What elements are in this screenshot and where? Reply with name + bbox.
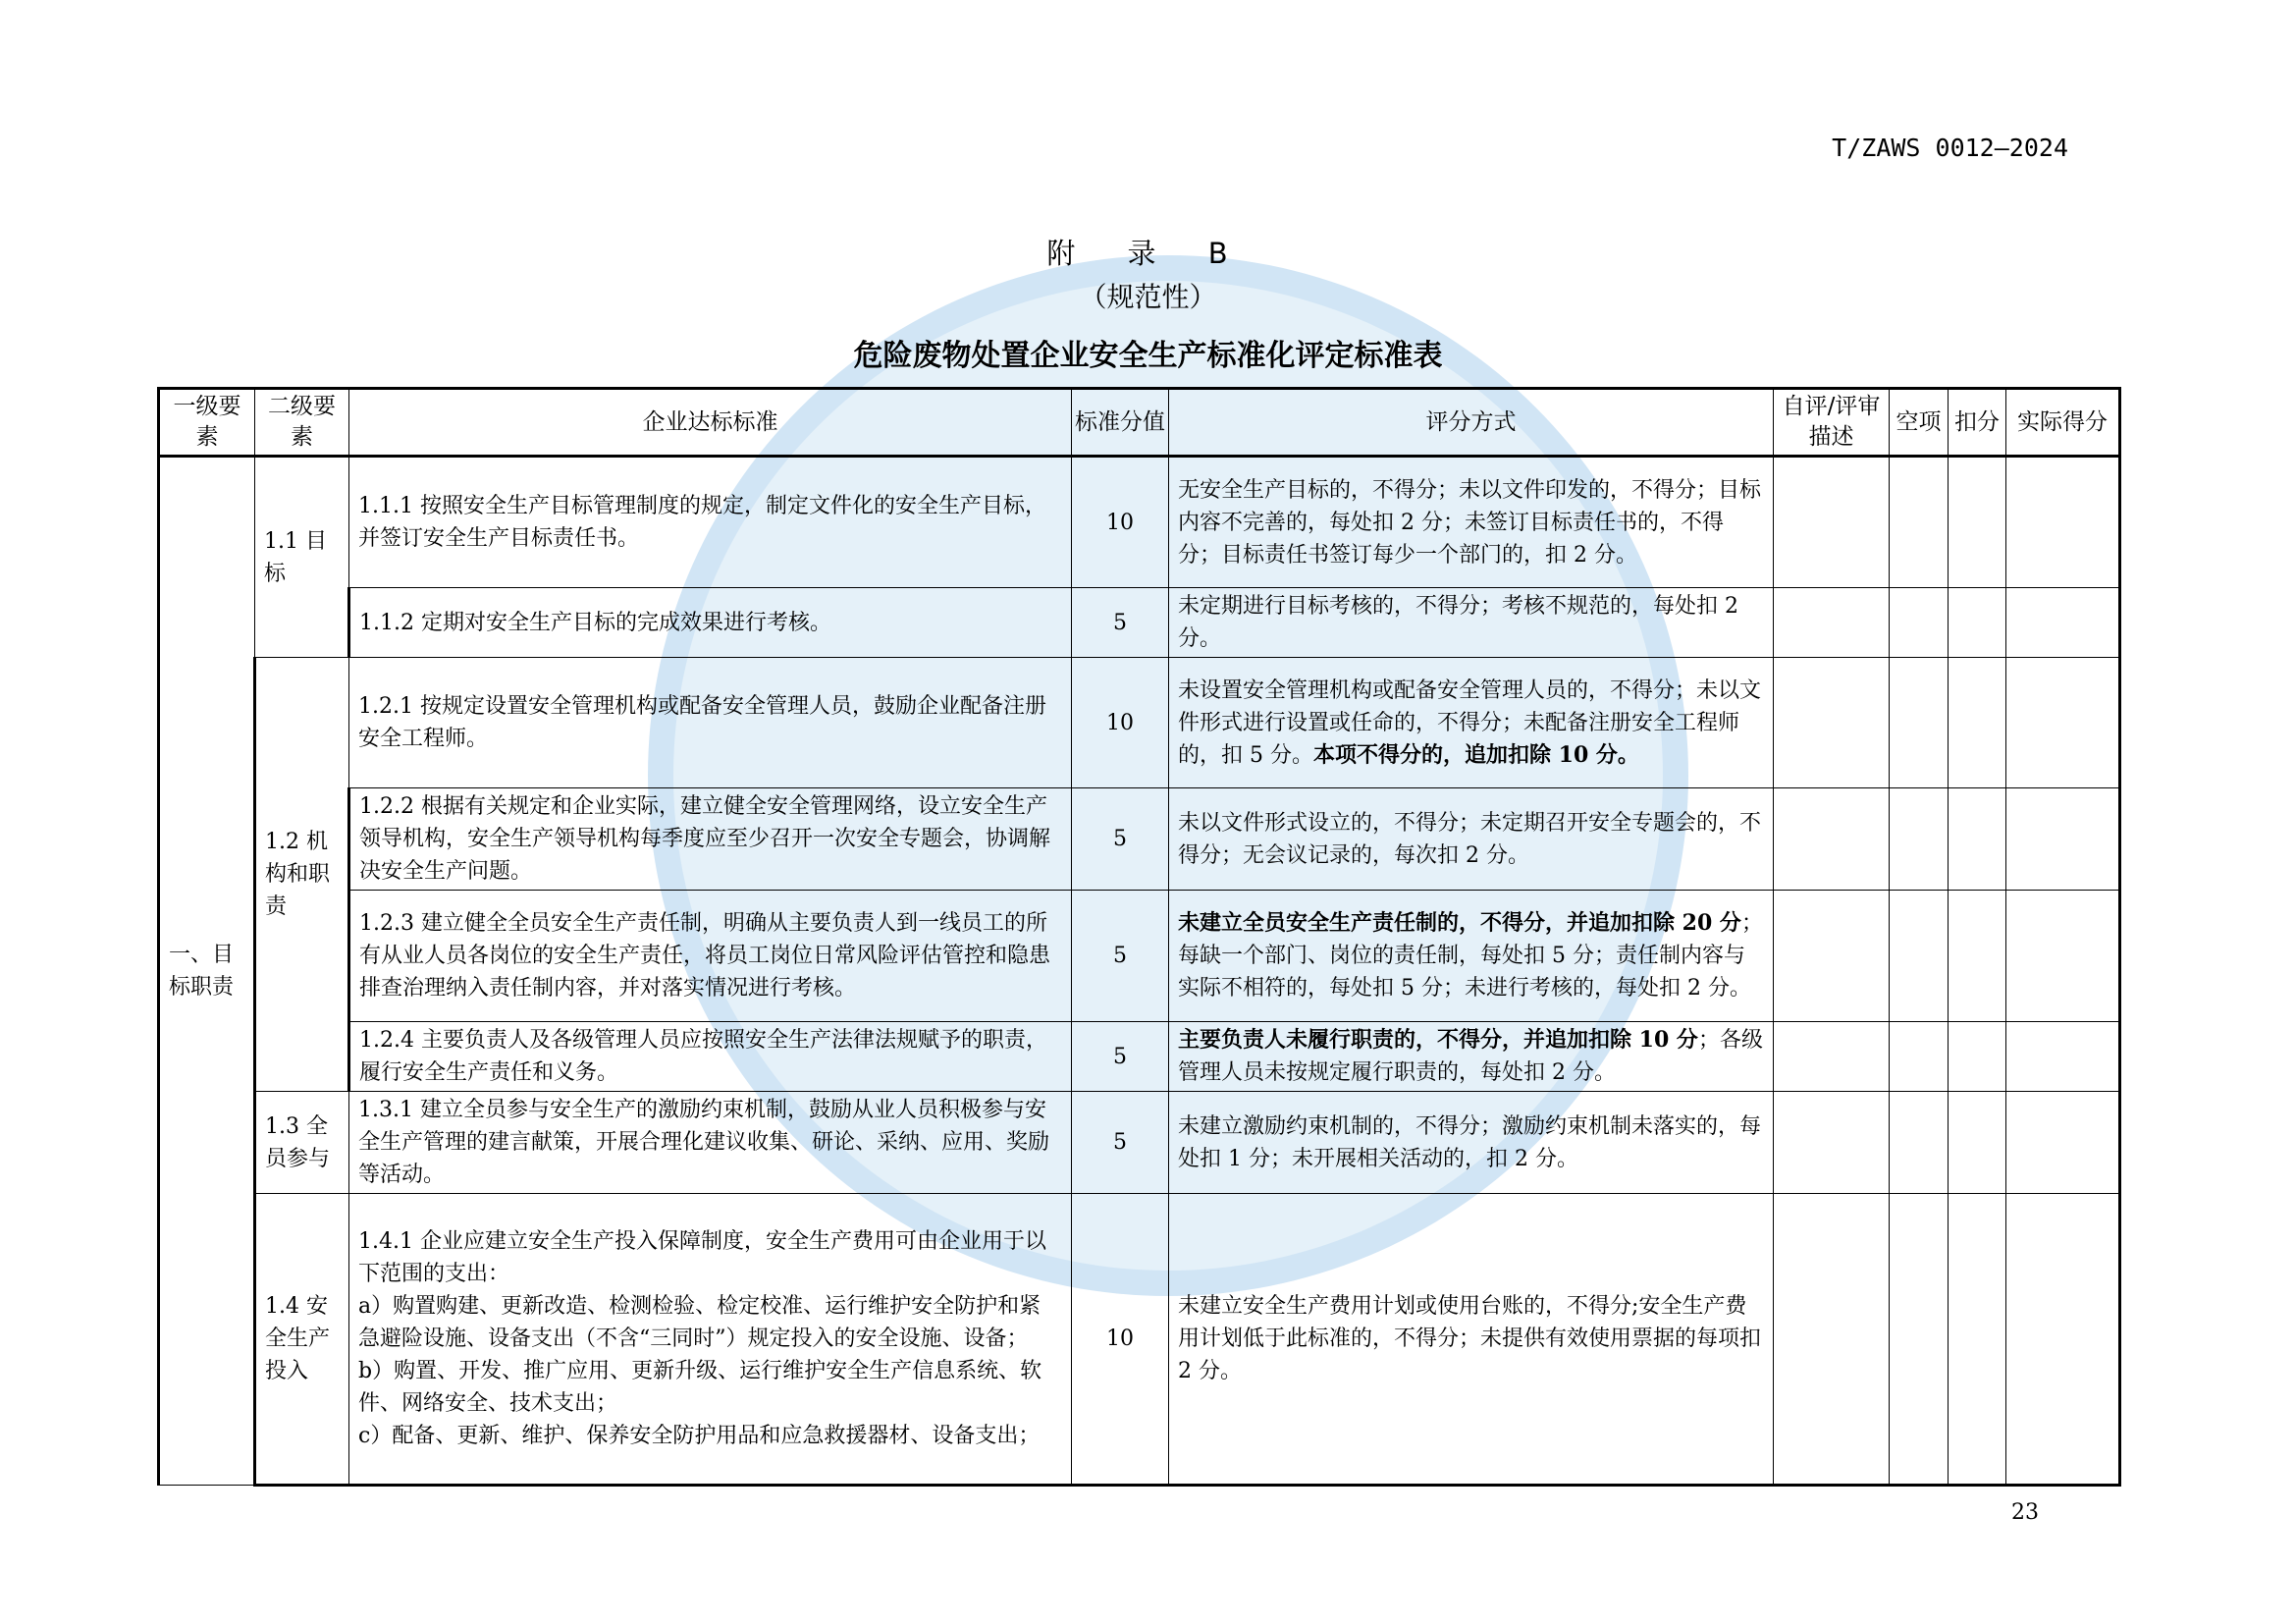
selfeval-cell[interactable] xyxy=(1774,588,1890,658)
table-title: 危险废物处置企业安全生产标准化评定标准表 xyxy=(853,339,1443,373)
deduct-cell[interactable] xyxy=(1949,788,2006,891)
method-cell: 未定期进行目标考核的，不得分；考核不规范的，每处扣 2 分。 xyxy=(1169,588,1774,658)
standard-cell: 1.1.1 按照安全生产目标管理制度的规定，制定文件化的安全生产目标，并签订安全生产目标责任书。 xyxy=(349,457,1072,588)
annex-title: 附 录 B xyxy=(1046,237,1250,270)
method-text: ；各级管理人员未按规定履行职责的，每处扣 2 分。 xyxy=(1178,1028,1763,1085)
table-row xyxy=(159,1022,2120,1092)
table-row xyxy=(159,457,2120,588)
standard-cell: 1.2.4 主要负责人及各级管理人员应按照安全生产法律法规赋予的职责，履行安全生产责任和义务。 xyxy=(349,1022,1072,1092)
table-row xyxy=(159,788,2120,891)
score-cell: 10 xyxy=(1072,1194,1169,1486)
standard-cell xyxy=(349,1194,1072,1486)
actual-cell[interactable] xyxy=(2006,788,2120,891)
method-cell: 未建立激励约束机制的，不得分；激励约束机制未落实的，每处扣 1 分；未开展相关活动的，扣 2 分。 xyxy=(1169,1092,1774,1194)
actual-cell[interactable] xyxy=(2006,457,2120,588)
selfeval-cell[interactable] xyxy=(1774,788,1890,891)
score-cell: 5 xyxy=(1072,891,1169,1022)
level2-cell: 1.1 目标 xyxy=(255,457,349,658)
score-cell: 10 xyxy=(1072,457,1169,588)
actual-cell[interactable] xyxy=(2006,1194,2120,1486)
score-cell: 5 xyxy=(1072,788,1169,891)
selfeval-cell[interactable] xyxy=(1774,457,1890,588)
page-number: 23 xyxy=(2011,1500,2039,1525)
score-cell: 10 xyxy=(1072,658,1169,788)
method-cell: 无安全生产目标的，不得分；未以文件印发的，不得分；目标内容不完善的，每处扣 2 分；未签订目标责任书的，不得分；目标责任书签订每少一个部门的，扣 2 分。 xyxy=(1169,457,1774,588)
actual-cell[interactable] xyxy=(2006,1092,2120,1194)
col-method-header: 评分方式 xyxy=(1169,389,1774,457)
table-row xyxy=(159,658,2120,788)
selfeval-cell[interactable] xyxy=(1774,891,1890,1022)
standard-cell: 1.1.2 定期对安全生产目标的完成效果进行考核。 xyxy=(349,588,1072,658)
level1-cell: 一、目标职责 xyxy=(159,457,255,1486)
deduct-cell[interactable] xyxy=(1949,1022,2006,1092)
deduct-cell[interactable] xyxy=(1949,658,2006,788)
table-row xyxy=(159,1194,2120,1486)
score-cell: 5 xyxy=(1072,1092,1169,1194)
annex-nature: （规范性） xyxy=(1079,281,1217,313)
col-level2-header: 二级要素 xyxy=(255,389,349,457)
deduct-cell[interactable] xyxy=(1949,891,2006,1022)
standard-item-c: c）配备、更新、维护、保养安全防护用品和应急救援器材、设备支出； xyxy=(358,1424,1041,1448)
score-cell: 5 xyxy=(1072,1022,1169,1092)
method-bold-text: 本项不得分的，追加扣除 10 分。 xyxy=(1312,741,1639,768)
actual-cell[interactable] xyxy=(2006,1022,2120,1092)
deduct-cell[interactable] xyxy=(1949,588,2006,658)
score-cell: 5 xyxy=(1072,588,1169,658)
actual-cell[interactable] xyxy=(2006,658,2120,788)
empty-cell[interactable] xyxy=(1890,1022,1949,1092)
standard-cell: 1.2.2 根据有关规定和企业实际，建立健全安全管理网络，设立安全生产领导机构，安全生产领导机构每季度应至少召开一次安全专题会，协调解决安全生产问题。 xyxy=(349,788,1072,891)
empty-cell[interactable] xyxy=(1890,1194,1949,1486)
deduct-cell[interactable] xyxy=(1949,1092,2006,1194)
actual-cell[interactable] xyxy=(2006,891,2120,1022)
level2-cell: 1.2 机构和职责 xyxy=(255,658,349,1092)
selfeval-cell[interactable] xyxy=(1774,1092,1890,1194)
empty-cell[interactable] xyxy=(1890,788,1949,891)
standard-item-a: a）购置购建、更新改造、检测检验、检定校准、运行维护安全防护和紧急避险设施、设备支出（不含“三同时”）规定投入的安全设施、设备； xyxy=(358,1294,1041,1351)
standard-cell: 1.3.1 建立全员参与安全生产的激励约束机制，鼓励从业人员积极参与安全生产管理的建言献策，开展合理化建议收集、研论、采纳、应用、奖励等活动。 xyxy=(349,1092,1072,1194)
table-row xyxy=(159,891,2120,1022)
empty-cell[interactable] xyxy=(1890,891,1949,1022)
level2-cell: 1.4 安全生产投入 xyxy=(255,1194,349,1486)
selfeval-cell[interactable] xyxy=(1774,1022,1890,1092)
standard-item-b: b）购置、开发、推广应用、更新升级、运行维护安全生产信息系统、软件、网络安全、技术支出； xyxy=(358,1359,1042,1416)
table-row xyxy=(159,588,2120,658)
selfeval-cell[interactable] xyxy=(1774,658,1890,788)
method-bold-text: 主要负责人未履行职责的，不得分，并追加扣除 10 分 xyxy=(1178,1027,1698,1053)
col-selfeval-header: 自评/评审描述 xyxy=(1774,389,1890,457)
col-score-header: 标准分值 xyxy=(1072,389,1169,457)
standard-cell: 1.2.3 建立健全全员安全生产责任制，明确从主要负责人到一线员工的所有从业人员各岗位的安全生产责任，将员工岗位日常风险评估管控和隐患排查治理纳入责任制内容，并对落实情况进行考核。 xyxy=(349,891,1072,1022)
empty-cell[interactable] xyxy=(1890,588,1949,658)
col-actual-header: 实际得分 xyxy=(2006,389,2120,457)
method-bold-text: 未建立全员安全生产责任制的，不得分，并追加扣除 20 分 xyxy=(1178,910,1741,936)
empty-cell[interactable] xyxy=(1890,1092,1949,1194)
method-cell xyxy=(1169,1022,1774,1092)
method-cell xyxy=(1169,891,1774,1022)
selfeval-cell[interactable] xyxy=(1774,1194,1890,1486)
standard-intro: 1.4.1 企业应建立安全生产投入保障制度，安全生产费用可由企业用于以下范围的支出： xyxy=(358,1229,1046,1286)
col-standard-header: 企业达标标准 xyxy=(349,389,1072,457)
method-cell: 未建立安全生产费用计划或使用台账的，不得分;安全生产费用计划低于此标准的，不得分；未提供有效使用票据的每项扣 2 分。 xyxy=(1169,1194,1774,1486)
method-text: ；每缺一个部门、岗位的责任制，每处扣 5 分；责任制内容与实际不相符的，每处扣 5 分；未进行考核的，每处扣 2 分。 xyxy=(1178,911,1763,1001)
standard-cell: 1.2.1 按规定设置安全管理机构或配备安全管理人员，鼓励企业配备注册安全工程师。 xyxy=(349,658,1072,788)
method-cell: 未以文件形式设立的，不得分；未定期召开安全专题会的，不得分；无会议记录的，每次扣 2 分。 xyxy=(1169,788,1774,891)
table-header-row xyxy=(159,389,2120,457)
col-empty-header: 空项 xyxy=(1890,389,1949,457)
actual-cell[interactable] xyxy=(2006,588,2120,658)
evaluation-standard-table xyxy=(157,387,2121,1487)
method-cell xyxy=(1169,658,1774,788)
level2-cell: 1.3 全员参与 xyxy=(255,1092,349,1194)
col-level1-header: 一级要素 xyxy=(159,389,255,457)
col-deduct-header: 扣分 xyxy=(1949,389,2006,457)
method-text: 未设置安全管理机构或配备安全管理人员的，不得分；未以文件形式进行设置或任命的，不得分；未配备注册安全工程师的，扣 5 分。 xyxy=(1178,677,1762,768)
table-row xyxy=(159,1092,2120,1194)
deduct-cell[interactable] xyxy=(1949,1194,2006,1486)
deduct-cell[interactable] xyxy=(1949,457,2006,588)
standard-code: T/ZAWS 0012—2024 xyxy=(1832,134,2068,162)
empty-cell[interactable] xyxy=(1890,457,1949,588)
empty-cell[interactable] xyxy=(1890,658,1949,788)
